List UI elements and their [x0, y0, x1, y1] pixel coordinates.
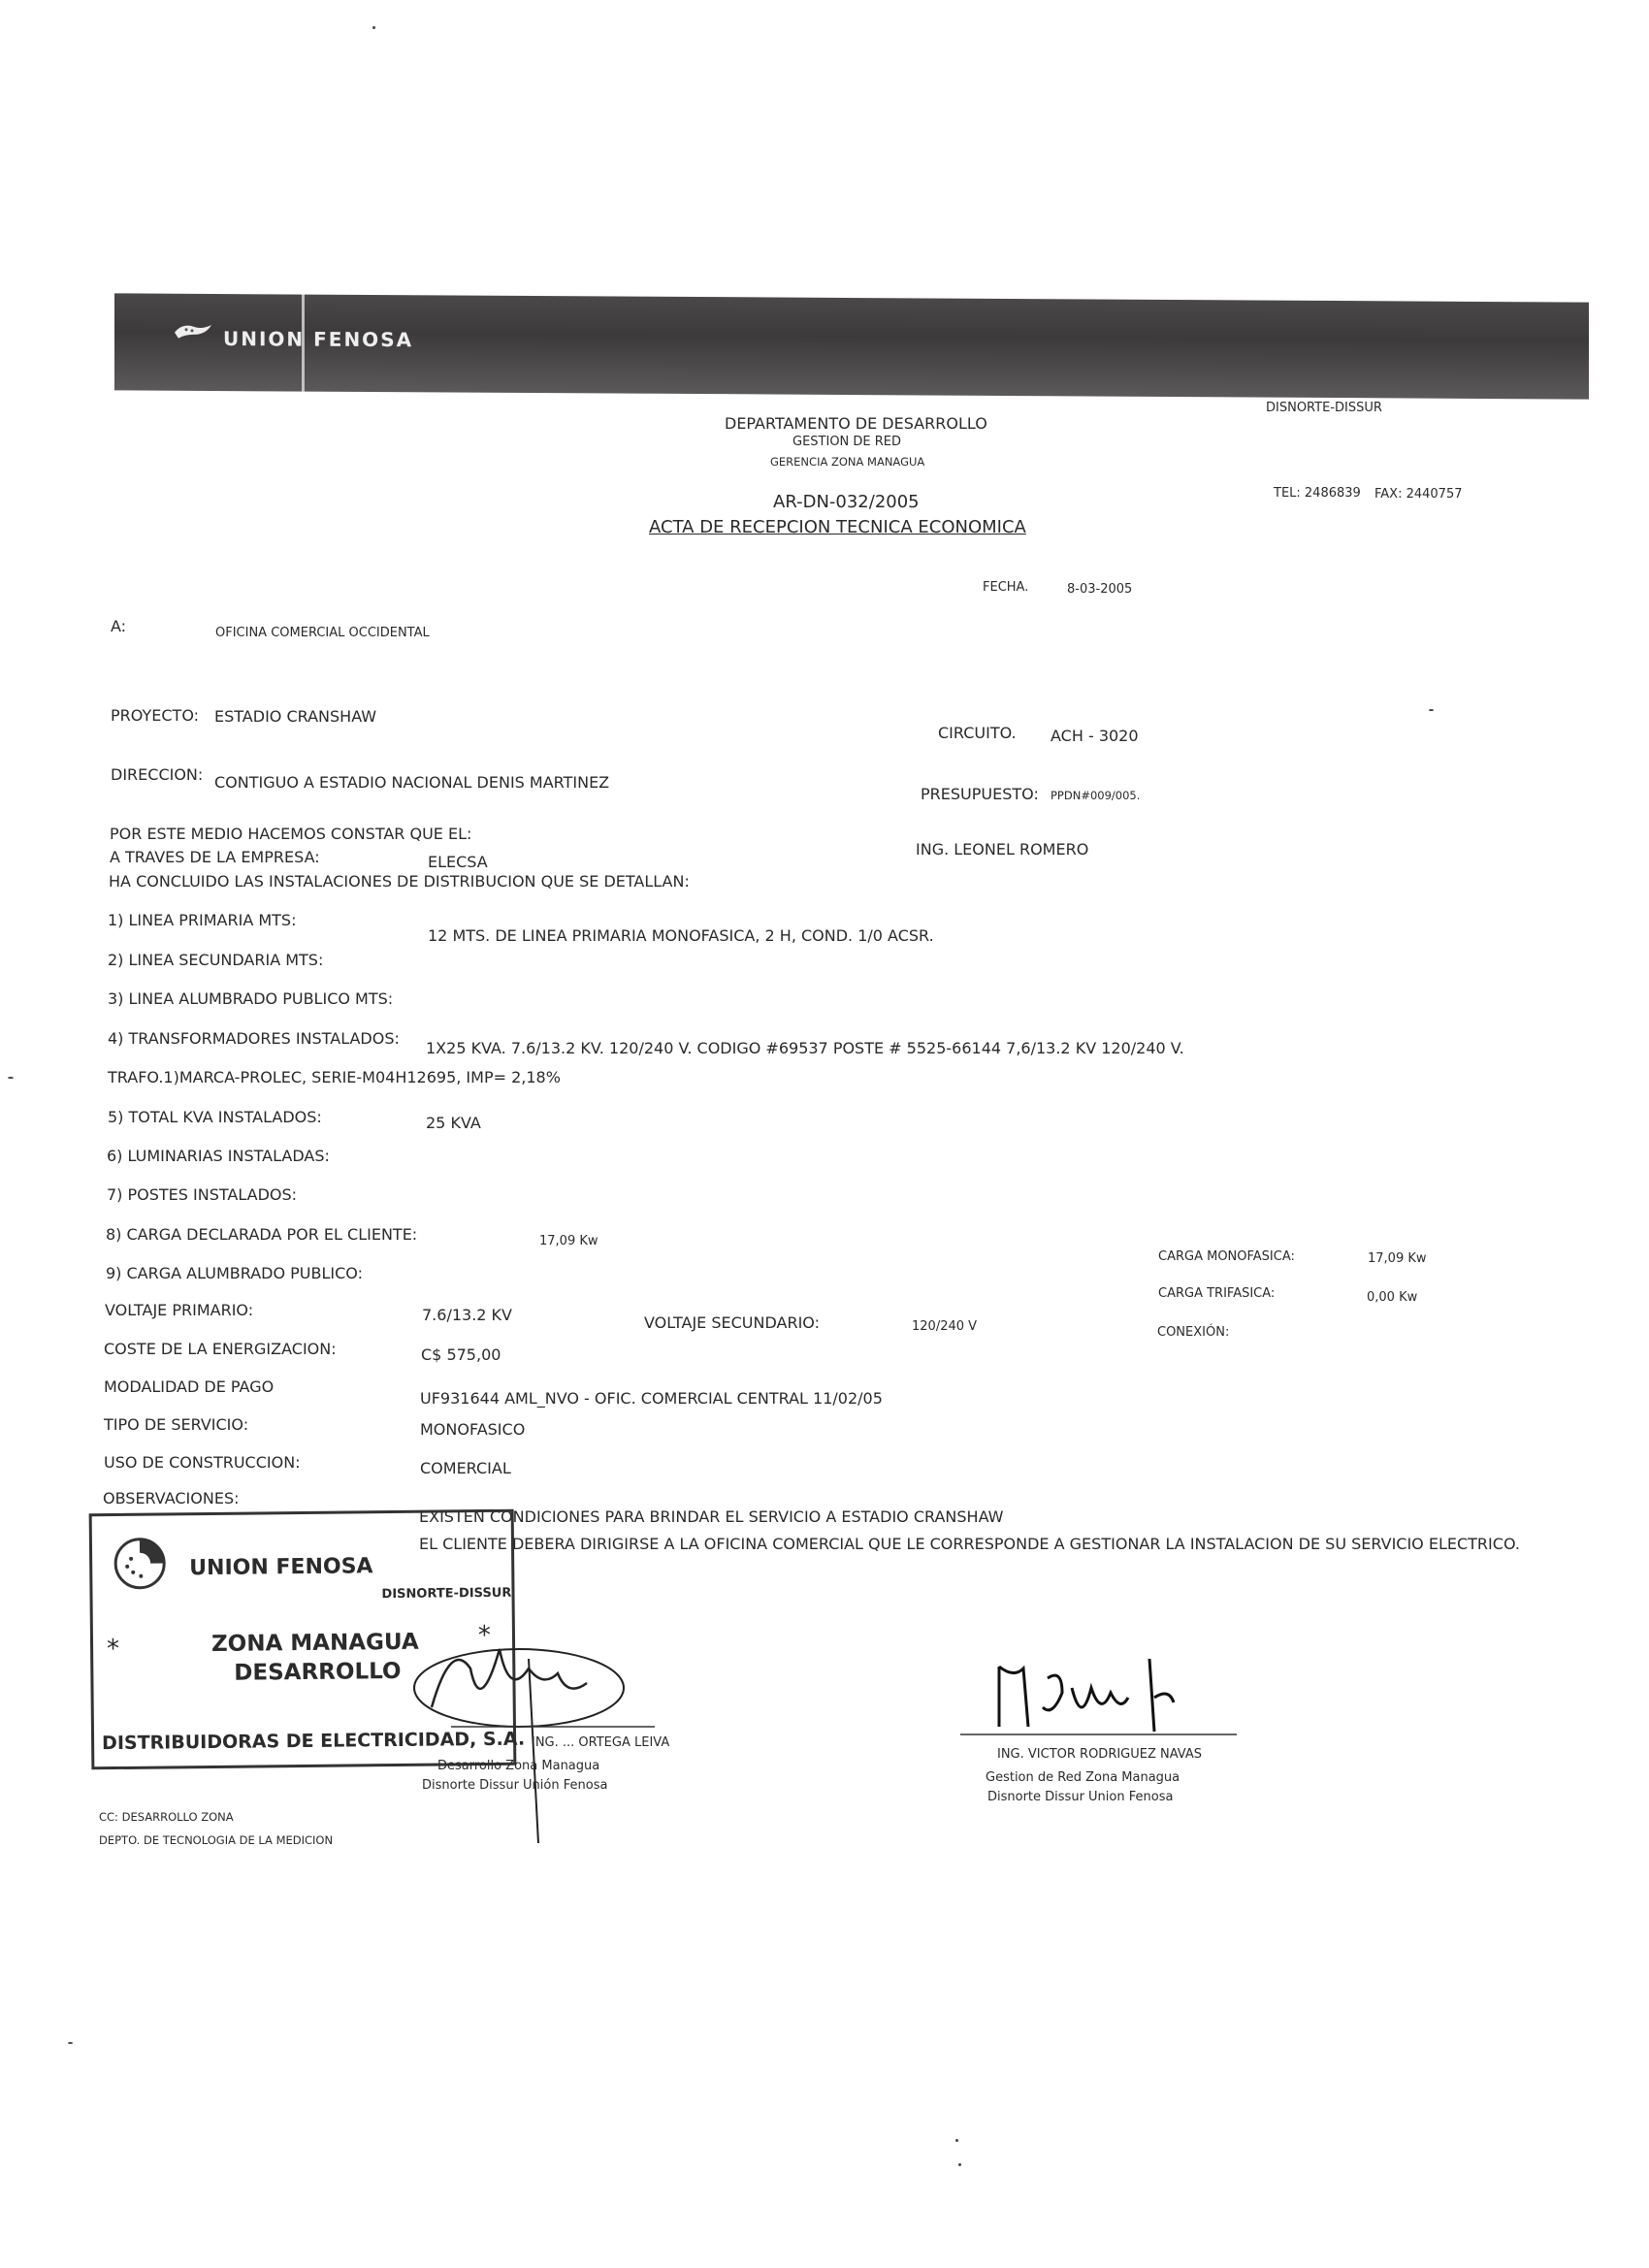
- right-signer-role-1: Gestion de Red Zona Managua: [986, 1770, 1180, 1785]
- transformers-label: 4) TRANSFORMADORES INSTALADOS:: [108, 1029, 400, 1048]
- scan-speck: [8, 1077, 14, 1079]
- scan-speck: [1429, 709, 1434, 711]
- sub-department: GESTION DE RED: [792, 435, 902, 449]
- circuit-value: ACH - 3020: [1051, 727, 1139, 745]
- energization-cost-value: C$ 575,00: [421, 1345, 501, 1364]
- primary-voltage-label: VOLTAJE PRIMARIO:: [105, 1301, 254, 1319]
- engineer-name: ING. LEONEL ROMERO: [916, 840, 1089, 859]
- primary-line-value: 12 MTS. DE LINEA PRIMARIA MONOFASICA, 2 H, COND. 1/0 ACSR.: [428, 926, 934, 945]
- total-kva-value: 25 KVA: [426, 1114, 481, 1132]
- public-light-line-label: 3) LINEA ALUMBRADO PUBLICO MTS:: [108, 989, 394, 1008]
- left-signer-name: ING. ... ORTEGA LEIVA: [532, 1735, 670, 1750]
- observations-label: OBSERVACIONES:: [103, 1489, 240, 1507]
- construction-use-label: USO DE CONSTRUCCION:: [104, 1453, 301, 1472]
- address-label: DIRECCION:: [111, 765, 204, 784]
- secondary-line-label: 2) LINEA SECUNDARIA MTS:: [108, 951, 324, 969]
- budget-label: PRESUPUESTO:: [921, 785, 1039, 803]
- date-value: 8-03-2005: [1067, 582, 1133, 597]
- luminaires-label: 6) LUMINARIAS INSTALADAS:: [107, 1147, 330, 1165]
- left-signer-role-2: Disnorte Dissur Unión Fenosa: [422, 1778, 608, 1793]
- right-signer-name: ING. VICTOR RODRIGUEZ NAVAS: [997, 1747, 1203, 1762]
- tri-load-label: CARGA TRIFASICA:: [1158, 1286, 1276, 1301]
- stamp-department: DESARROLLO: [234, 1658, 402, 1686]
- trafo-detail: TRAFO.1)MARCA-PROLEC, SERIE-M04H12695, IMP= 2,18%: [108, 1068, 561, 1086]
- energization-cost-label: COSTE DE LA ENERGIZACION:: [104, 1340, 337, 1358]
- mono-load-value: 17,09 Kw: [1368, 1251, 1427, 1266]
- recipient-value: OFICINA COMERCIAL OCCIDENTAL: [215, 626, 430, 640]
- stamp-footer: DISTRIBUIDORAS DE ELECTRICIDAD, S.A.: [101, 1728, 526, 1755]
- connection-label: CONEXIÓN:: [1157, 1325, 1230, 1340]
- project-value: ESTADIO CRANSHAW: [214, 707, 377, 726]
- public-light-load-label: 9) CARGA ALUMBRADO PUBLICO:: [106, 1264, 363, 1282]
- stamp-zone: ZONA MANAGUA: [210, 1629, 419, 1657]
- right-signer-role-2: Disnorte Dissur Union Fenosa: [987, 1790, 1174, 1804]
- service-type-value: MONOFASICO: [420, 1420, 526, 1439]
- banner-brand: UNION FENOSA: [223, 327, 414, 352]
- observation-1: EXISTEN CONDICIONES PARA BRINDAR EL SERVICIO A ESTADIO CRANSHAW: [419, 1507, 1004, 1526]
- date-label: FECHA.: [983, 580, 1029, 595]
- stamp-star-icon: *: [477, 1620, 492, 1651]
- construction-use-value: COMERCIAL: [420, 1459, 511, 1477]
- company-label: A TRAVES DE LA EMPRESA:: [110, 848, 320, 866]
- transformers-value: 1X25 KVA. 7.6/13.2 KV. 120/240 V. CODIGO #69537 POSTE # 5525-66144 7,6/13.2 KV 120/240 V.: [426, 1039, 1184, 1057]
- scan-speck: [958, 2163, 961, 2166]
- recipient-label: A:: [111, 617, 127, 635]
- stamp-region: DISNORTE-DISSUR: [381, 1585, 512, 1603]
- union-fenosa-logo-icon: [173, 321, 215, 342]
- budget-value: PPDN#009/005.: [1051, 789, 1141, 802]
- poles-label: 7) POSTES INSTALADOS:: [107, 1185, 298, 1204]
- cc-line-1: CC: DESARROLLO ZONA: [99, 1810, 234, 1824]
- primary-line-label: 1) LINEA PRIMARIA MTS:: [108, 911, 297, 929]
- company-value: ELECSA: [428, 853, 488, 871]
- declared-load-label: 8) CARGA DECLARADA POR EL CLIENTE:: [106, 1225, 418, 1244]
- header-region: DISNORTE-DISSUR: [1266, 401, 1382, 415]
- intro-line-1: POR ESTE MEDIO HACEMOS CONSTAR QUE EL:: [110, 825, 472, 843]
- secondary-voltage-label: VOLTAJE SECUNDARIO:: [644, 1313, 820, 1332]
- zone: GERENCIA ZONA MANAGUA: [770, 455, 925, 469]
- stamp-logo-icon: [112, 1535, 169, 1592]
- document-number: AR-DN-032/2005: [773, 492, 920, 512]
- cc-line-2: DEPTO. DE TECNOLOGIA DE LA MEDICION: [99, 1833, 334, 1847]
- service-type-label: TIPO DE SERVICIO:: [104, 1415, 249, 1434]
- primary-voltage-value: 7.6/13.2 KV: [422, 1306, 512, 1324]
- tri-load-value: 0,00 Kw: [1367, 1290, 1418, 1305]
- payment-mode-value: UF931644 AML_NVO - OFIC. COMERCIAL CENTRAL 11/02/05: [420, 1389, 883, 1408]
- fax: FAX: 2440757: [1374, 487, 1463, 502]
- scan-speck: [68, 2042, 73, 2044]
- stamp-brand: UNION FENOSA: [189, 1554, 373, 1581]
- circuit-label: CIRCUITO.: [938, 724, 1017, 742]
- address-value: CONTIGUO A ESTADIO NACIONAL DENIS MARTINEZ: [214, 773, 610, 792]
- header-banner: [114, 293, 1589, 399]
- right-signature: [955, 1649, 1246, 1756]
- project-label: PROYECTO:: [111, 706, 200, 725]
- intro-line-3: HA CONCLUIDO LAS INSTALACIONES DE DISTRIBUCION QUE SE DETALLAN:: [109, 872, 690, 891]
- left-signer-role-1: Desarrollo Zona Managua: [437, 1759, 600, 1773]
- department: DEPARTAMENTO DE DESARROLLO: [725, 414, 987, 433]
- document-title: ACTA DE RECEPCION TECNICA ECONOMICA: [649, 517, 1026, 537]
- scan-speck: [955, 2139, 958, 2142]
- phone: TEL: 2486839: [1274, 486, 1361, 501]
- declared-load-value: 17,09 Kw: [539, 1234, 598, 1248]
- scan-speck: [372, 26, 375, 29]
- observation-2: EL CLIENTE DEBERA DIRIGIRSE A LA OFICINA COMERCIAL QUE LE CORRESPONDE A GESTIONAR LA INSTALACION DE SU SERVICIO ELECTRICO.: [419, 1535, 1520, 1553]
- secondary-voltage-value: 120/240 V: [912, 1319, 978, 1334]
- total-kva-label: 5) TOTAL KVA INSTALADOS:: [108, 1108, 322, 1126]
- payment-mode-label: MODALIDAD DE PAGO: [104, 1377, 275, 1396]
- mono-load-label: CARGA MONOFASICA:: [1158, 1249, 1295, 1264]
- stamp-star-icon: *: [106, 1634, 120, 1665]
